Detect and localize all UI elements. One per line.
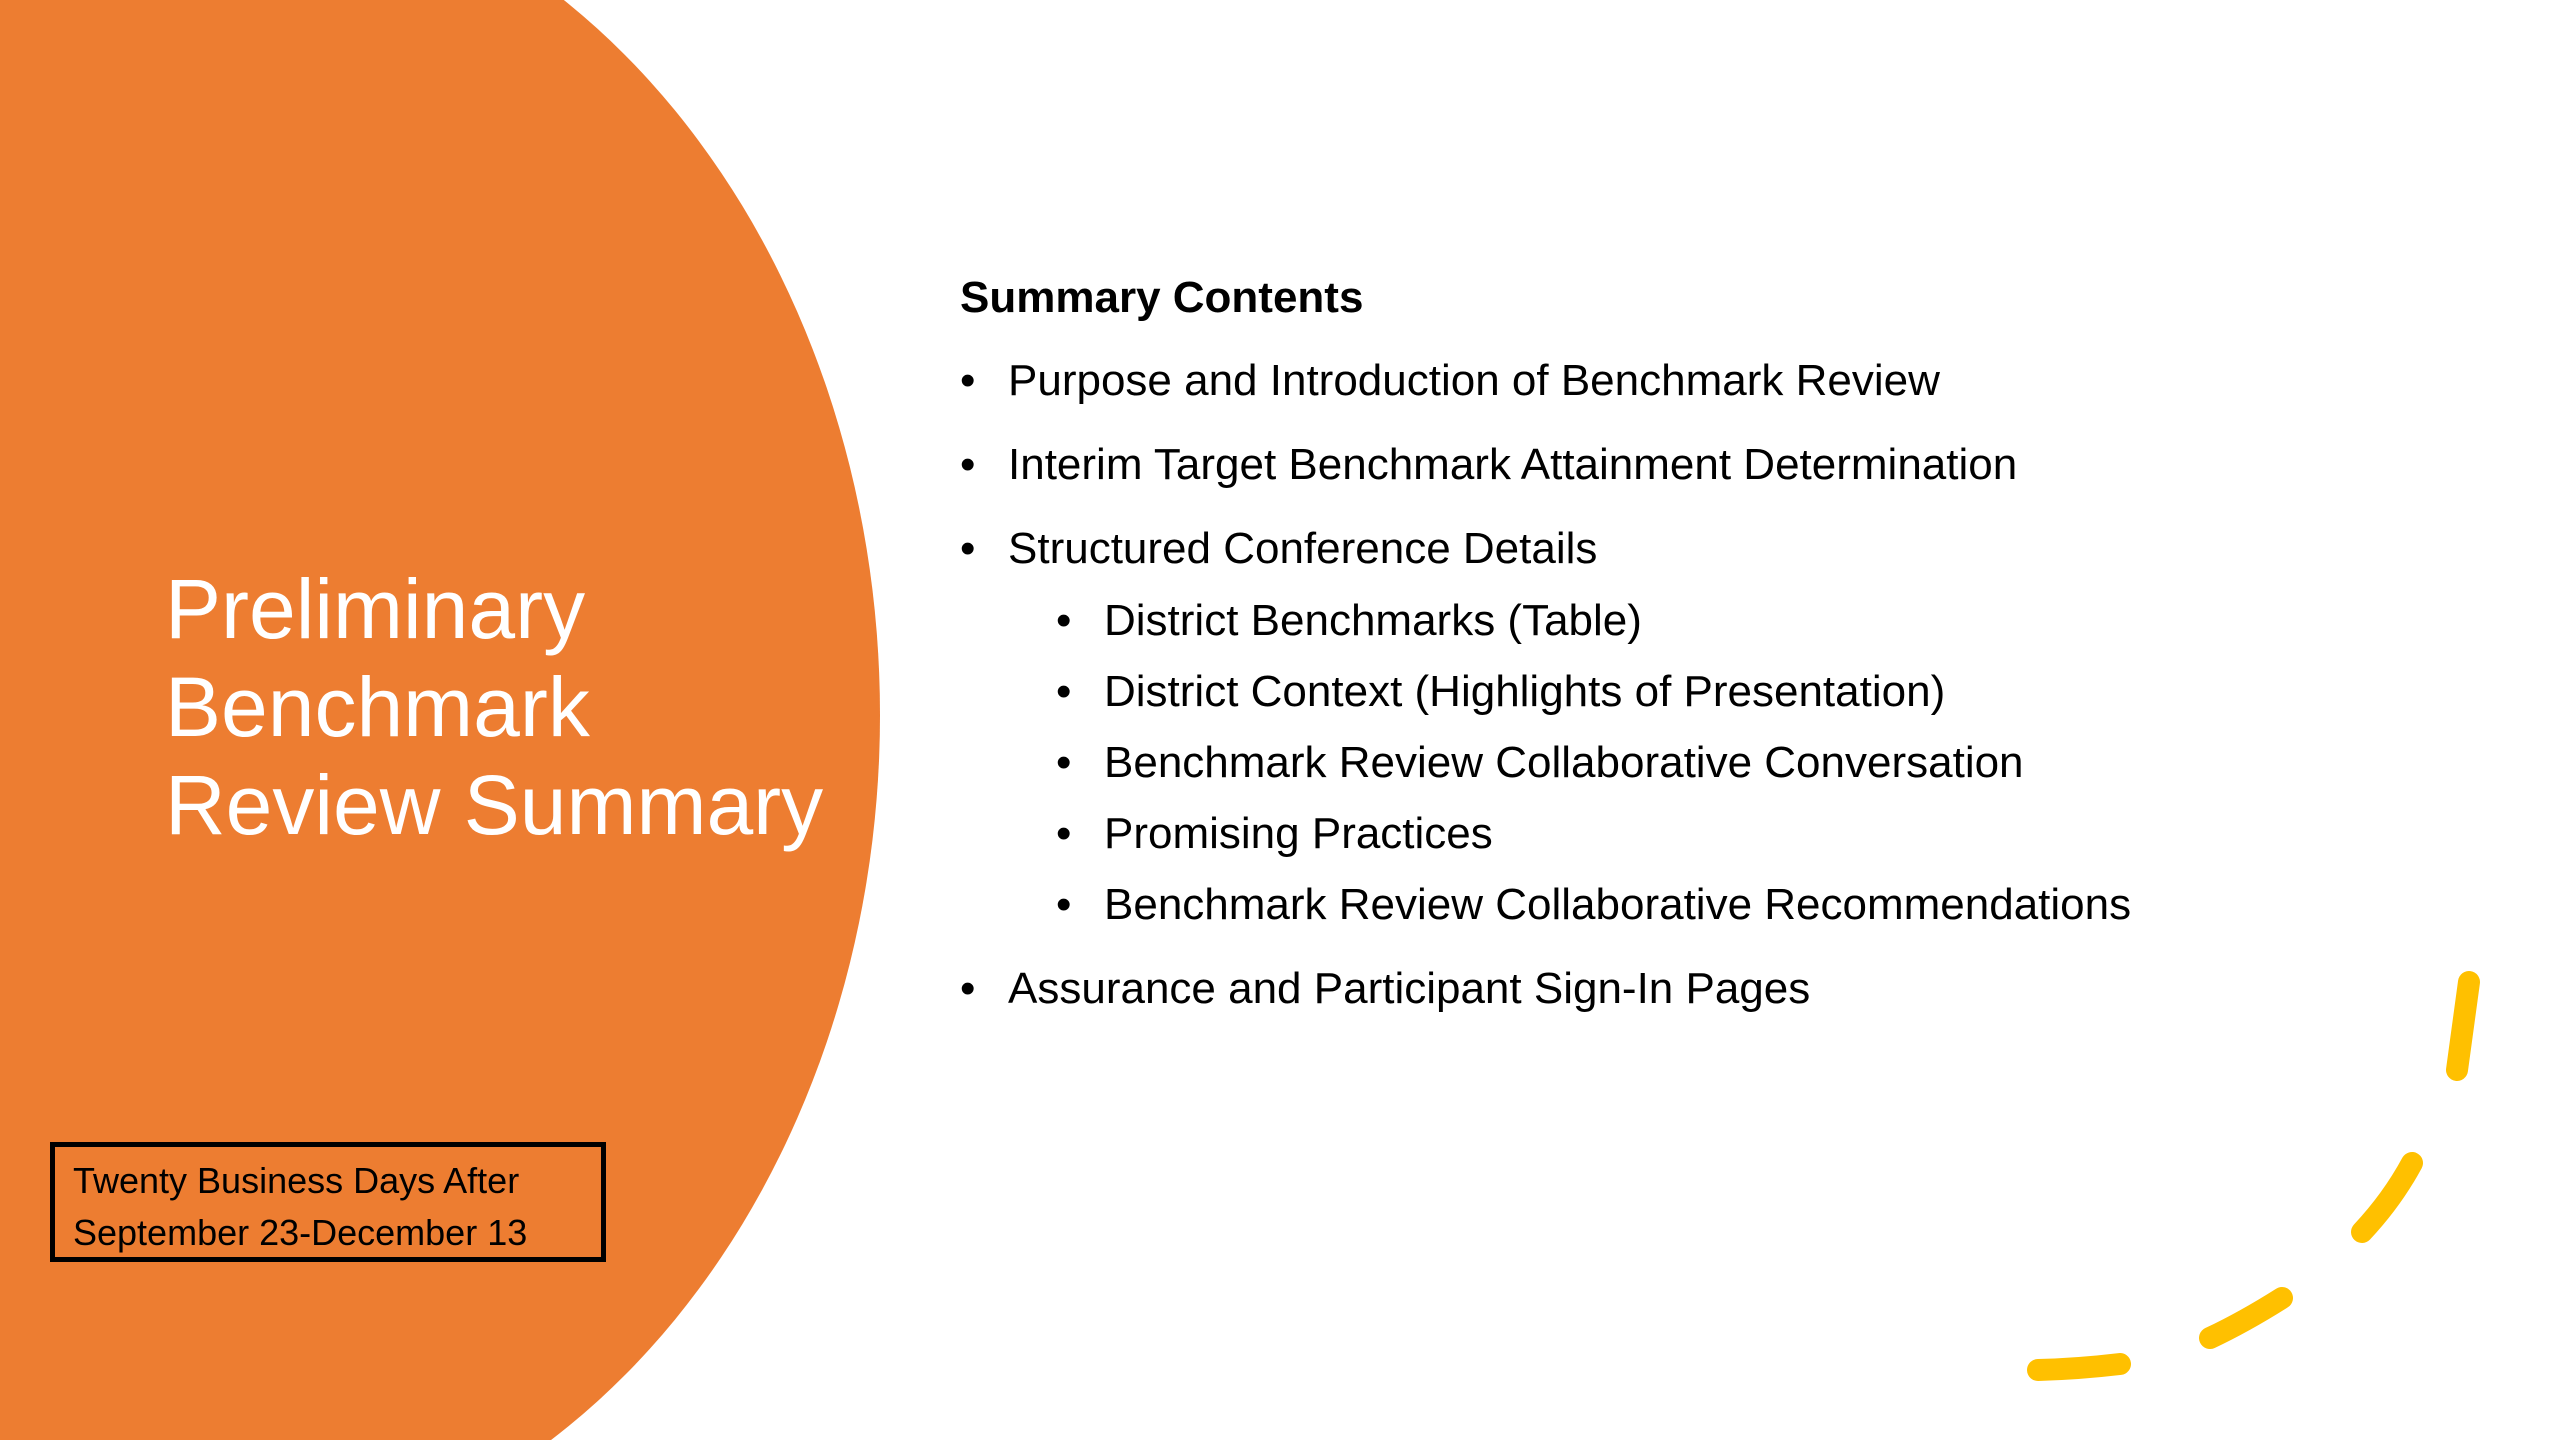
contents-sub-item: • Benchmark Review Collaborative Recommendations xyxy=(1056,876,2460,934)
slide-title-line: Benchmark xyxy=(165,660,590,754)
date-box-line: Twenty Business Days After xyxy=(73,1160,520,1201)
summary-contents-heading: Summary Contents xyxy=(960,273,1364,322)
slide-title-line: Preliminary xyxy=(165,562,586,656)
date-box-line: September 23-December 13 xyxy=(73,1212,528,1253)
contents-item: • Assurance and Participant Sign-In Pages xyxy=(960,960,2460,1018)
contents-sub-item: • Benchmark Review Collaborative Conversation xyxy=(1056,734,2460,792)
dash-segment xyxy=(2362,1163,2412,1232)
dash-segment xyxy=(2457,982,2469,1070)
contents-sub-item: • District Context (Highlights of Presentation) xyxy=(1056,663,2460,721)
contents-sub-item: • Promising Practices xyxy=(1056,805,2460,863)
dash-segment xyxy=(2210,1298,2282,1338)
contents-item-label: Structured Conference Details xyxy=(1008,524,1598,573)
contents-sub-item: • District Benchmarks (Table) xyxy=(1056,592,2460,650)
dash-segment xyxy=(2038,1364,2120,1370)
slide-title-line: Review Summary xyxy=(165,758,824,852)
contents-item: • Purpose and Introduction of Benchmark Review xyxy=(960,352,2460,410)
contents-item: • Interim Target Benchmark Attainment Determination xyxy=(960,436,2460,494)
